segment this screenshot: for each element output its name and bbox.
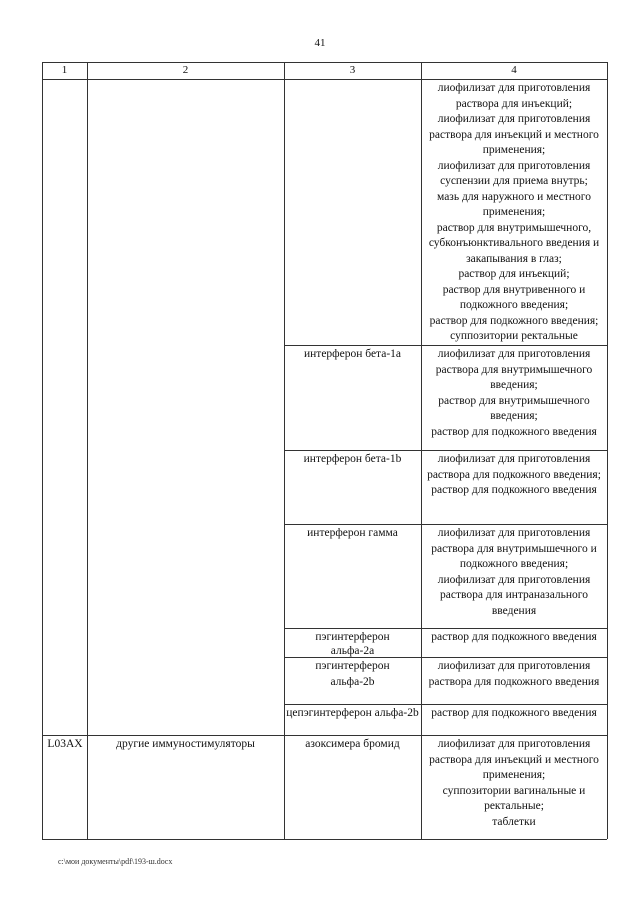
row-divider bbox=[284, 345, 607, 346]
row-divider bbox=[42, 735, 607, 736]
column-header-1: 1 bbox=[61, 64, 68, 76]
table-cell-drug-name: интерферон бета-1b bbox=[303, 453, 402, 465]
table-cell-dosage-forms: лиофилизат для приготовления раствора для инъекций; лиофилизат для приготовления раствора для инъекций и местного применения; лиофилизат для приготовления суспензии для приема внутрь; мазь для наружного и местного применения; раствор для внутримышечного, субконъюнктивального введения и закапывания в глаз; раствор для инъекций; раствор для внутривенного и подкожного введения; раствор для подкожного введения; суппозитории ректальные bbox=[428, 82, 600, 342]
row-divider bbox=[284, 450, 607, 451]
table-border-right bbox=[607, 62, 608, 839]
column-header-3: 3 bbox=[349, 64, 356, 76]
table-cell-dosage-forms: лиофилизат для приготовления раствора для подкожного введения bbox=[428, 660, 600, 688]
table-cell-dosage-forms: лиофилизат для приготовления раствора для подкожного введения; раствор для подкожного введения bbox=[427, 453, 601, 496]
table-cell-dosage-forms: лиофилизат для приготовления раствора для инъекций и местного применения; суппозитории вагинальные и ректальные; таблетки bbox=[429, 738, 599, 828]
table-cell-drug-name: азоксимера бромид bbox=[305, 738, 400, 750]
table-cell-drug-name: цепэгинтерферон альфа-2b bbox=[286, 707, 419, 719]
table-cell-drug-name: интерферон бета-1a bbox=[303, 348, 402, 360]
header-divider bbox=[42, 79, 607, 80]
column-divider-1 bbox=[87, 62, 88, 839]
table-cell-group: другие иммуностимуляторы bbox=[116, 738, 255, 750]
page-number: 41 bbox=[314, 37, 326, 49]
table-cell-drug-name: пэгинтерферон альфа-2a bbox=[315, 631, 390, 657]
table-cell-drug-name: пэгинтерферон альфа-2b bbox=[315, 660, 390, 688]
table-cell-dosage-forms: раствор для подкожного введения bbox=[431, 707, 597, 719]
row-divider bbox=[284, 704, 607, 705]
footer-file-path: c:\мои документы\pdf\193-ш.docx bbox=[58, 857, 173, 866]
table-cell-dosage-forms: лиофилизат для приготовления раствора для внутримышечного и подкожного введения; лиофилизат для приготовления раствора для интраназального введения bbox=[431, 527, 597, 617]
column-header-4: 4 bbox=[511, 64, 517, 76]
table-border-bottom bbox=[42, 839, 607, 840]
table-cell-drug-name: интерферон гамма bbox=[307, 527, 398, 539]
table-cell-atc-code: L03AX bbox=[47, 738, 83, 750]
table-border-left bbox=[42, 62, 43, 839]
table-cell-dosage-forms: раствор для подкожного введения bbox=[431, 631, 597, 643]
table-cell-dosage-forms: лиофилизат для приготовления раствора для внутримышечного введения; раствор для внутримышечного введения; раствор для подкожного введения bbox=[431, 348, 597, 438]
row-divider bbox=[284, 628, 607, 629]
row-divider bbox=[284, 524, 607, 525]
column-header-2: 2 bbox=[182, 64, 189, 76]
table-border-top bbox=[42, 62, 607, 63]
